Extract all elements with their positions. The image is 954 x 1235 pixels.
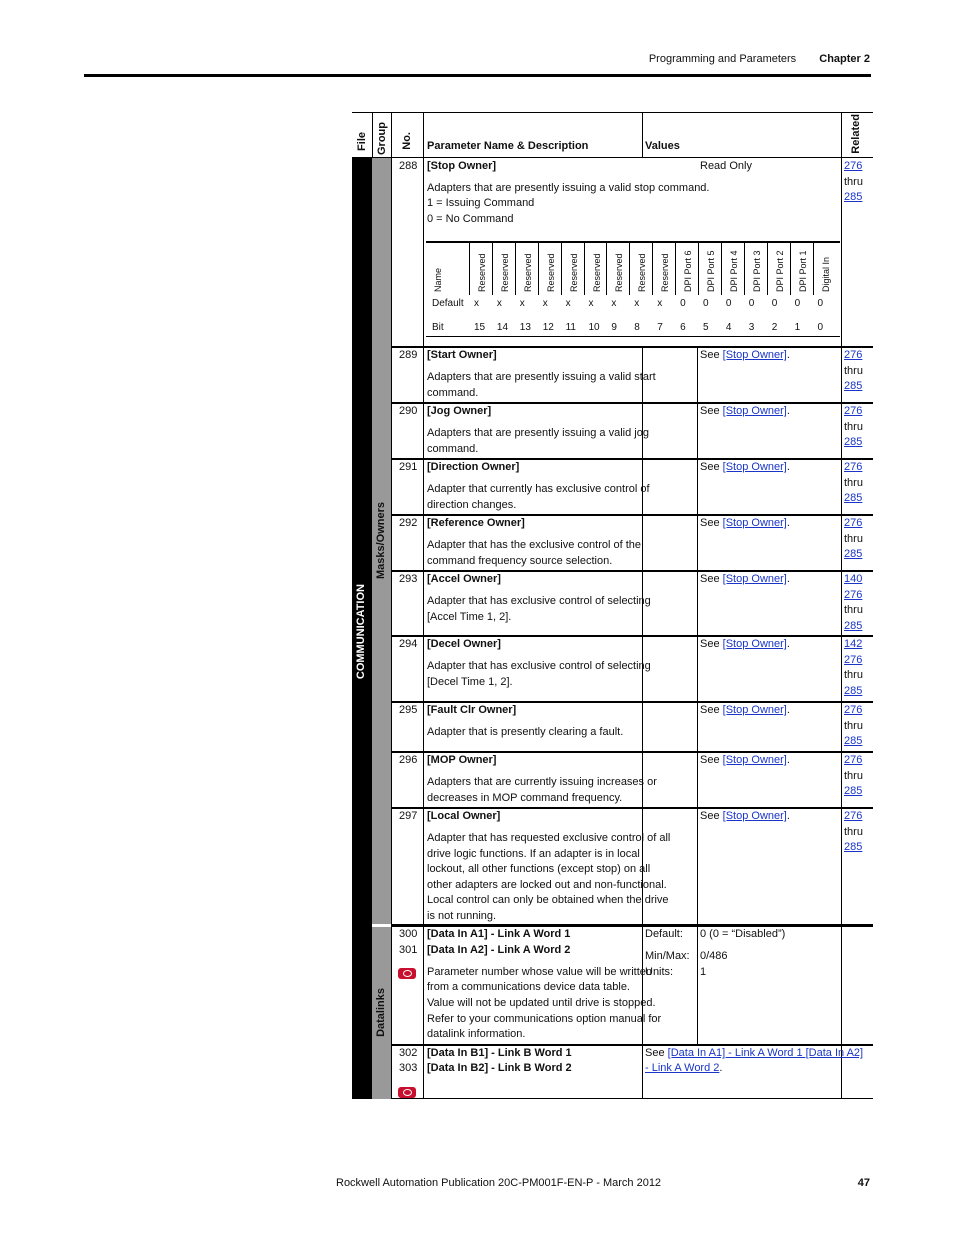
bit-name: Reserved — [614, 253, 625, 292]
param-desc-line: other adapters are locked out and non-functional. — [427, 878, 667, 891]
see-suffix: . — [786, 754, 790, 766]
group-masks-owners: Masks/Owners — [375, 502, 387, 580]
related-item: thru — [844, 364, 863, 377]
see-suffix: . — [786, 461, 790, 473]
related-item[interactable]: 285 — [844, 380, 863, 392]
related-item[interactable]: 285 — [844, 548, 863, 560]
related-links — [844, 809, 863, 856]
param-desc-line: Parameter number whose value will be written — [427, 966, 652, 978]
related-item[interactable]: 276 — [844, 588, 863, 601]
param-desc-line: [Accel Time 1, 2]. — [427, 610, 512, 623]
see-suffix: . — [786, 810, 790, 822]
param-desc-line: direction changes. — [427, 498, 517, 511]
param-name: [Reference Owner] — [427, 517, 525, 529]
bit-name: Reserved — [591, 253, 602, 292]
bit-name: DPI Port 2 — [774, 250, 785, 292]
related-item[interactable]: 140 — [844, 573, 863, 585]
header-bottom-rule — [352, 157, 873, 158]
bit-number: 13 — [519, 322, 531, 333]
related-item[interactable]: 285 — [844, 492, 863, 504]
see-reference — [700, 753, 790, 769]
param-desc-line: from a communications device data table. — [427, 981, 630, 993]
col-header-no: No. — [401, 132, 413, 150]
see-suffix: . — [786, 573, 790, 585]
table-bottom-rule — [352, 1098, 873, 1099]
bit-default: 0 — [771, 298, 778, 309]
bit-number: 7 — [657, 322, 663, 333]
param-name: [Data In B2] - Link B Word 2 — [427, 1062, 572, 1074]
see-link-stop-owner[interactable]: [Stop Owner] — [722, 704, 787, 716]
param-desc-line: Adapters that are presently issuing a valid stop command. — [427, 182, 710, 194]
see-link-stop-owner[interactable]: [Stop Owner] — [722, 405, 787, 417]
see-text: See — [700, 349, 723, 361]
param-number: 297 — [399, 810, 418, 822]
param-number: 303 — [399, 1062, 418, 1074]
value-default: 0 (0 = “Disabled”) — [700, 928, 786, 940]
file-label: COMMUNICATION — [355, 584, 367, 680]
related-item[interactable]: 276 — [844, 754, 863, 766]
see-reference — [700, 516, 790, 532]
related-link[interactable]: 276 — [844, 160, 863, 172]
see-reference — [645, 1046, 863, 1062]
col-header-name: Parameter Name & Description — [427, 140, 589, 152]
bit-default: 0 — [748, 298, 755, 309]
see-text: See — [645, 1047, 668, 1059]
related-item[interactable]: 285 — [844, 436, 863, 448]
related-links — [844, 637, 863, 699]
bit-name: DPI Port 3 — [751, 250, 762, 292]
bit-number: 8 — [634, 322, 640, 333]
see-text: See — [700, 638, 723, 650]
param-desc-line: 1 = Issuing Command — [427, 197, 535, 209]
see-suffix: . — [786, 704, 790, 716]
see-text: See — [700, 754, 723, 766]
see-link-stop-owner[interactable]: [Stop Owner] — [722, 461, 787, 473]
see-text: See — [700, 810, 723, 822]
stop-required-icon — [398, 968, 416, 979]
bit-default: x — [474, 298, 479, 309]
see-link-data-in-a1[interactable]: [Data In A1] - Link A Word 1 [Data In A2] — [667, 1047, 864, 1059]
param-name: [Direction Owner] — [427, 461, 520, 473]
bit-name: Reserved — [477, 253, 487, 292]
bit-number: 9 — [611, 322, 617, 333]
param-number: 296 — [399, 754, 418, 766]
bit-name: Reserved — [568, 253, 579, 292]
bit-default: x — [657, 298, 663, 309]
stop-required-icon — [398, 1087, 416, 1098]
see-suffix: . — [786, 349, 790, 361]
param-name: [Decel Owner] — [427, 638, 501, 650]
related-links — [844, 348, 863, 395]
param-number: 301 — [399, 944, 418, 956]
related-item[interactable]: 276 — [844, 405, 863, 417]
bit-name: Reserved — [522, 253, 533, 292]
footer-publication: Rockwell Automation Publication 20C-PM001F-EN-P - March 2012 — [336, 1177, 662, 1189]
param-name: [MOP Owner] — [427, 754, 497, 766]
see-text: See — [700, 573, 723, 585]
see-reference — [700, 404, 790, 420]
param-desc-line: Refer to your communications option manual for — [427, 1013, 662, 1025]
see-link-stop-owner[interactable]: [Stop Owner] — [722, 810, 787, 822]
param-desc-line: Adapters that are presently issuing a valid jog — [427, 427, 649, 439]
bit-table — [426, 240, 840, 338]
table-top-rule — [352, 112, 873, 113]
bit-name: DPI Port 4 — [728, 250, 739, 292]
related-item: thru — [844, 532, 863, 545]
param-value: Read Only — [700, 160, 752, 172]
header-chapter: Chapter 2 — [819, 53, 870, 65]
footer-page-number: 47 — [857, 1177, 870, 1189]
bit-default: x — [542, 298, 548, 309]
related-item[interactable]: 276 — [844, 810, 863, 822]
related-links — [844, 753, 863, 800]
bit-default: x — [496, 298, 502, 309]
value-units: 1 — [700, 966, 707, 978]
see-link-stop-owner[interactable]: [Stop Owner] — [722, 638, 787, 650]
bit-number: 6 — [680, 322, 686, 333]
param-desc-line: decreases in MOP command frequency. — [427, 791, 623, 804]
bit-default: 0 — [703, 298, 709, 309]
group-bar — [372, 158, 391, 1099]
bit-number-label: Bit — [432, 322, 444, 333]
bit-number: 15 — [474, 322, 486, 333]
bit-default: 0 — [725, 298, 732, 309]
see-link-stop-owner[interactable]: [Stop Owner] — [722, 573, 787, 585]
param-name: [Start Owner] — [427, 349, 497, 361]
bit-number: 3 — [748, 322, 755, 333]
bit-default: 0 — [817, 298, 824, 309]
bit-name-label: Name — [433, 267, 443, 292]
bit-name: Reserved — [545, 253, 556, 292]
param-desc-line: Adapter that has exclusive control of selecting — [427, 660, 651, 672]
bit-default-label: Default — [432, 298, 464, 309]
param-desc-line: Adapter that has the exclusive control of the — [427, 539, 642, 551]
related-item[interactable]: 285 — [844, 785, 863, 797]
header-section: Programming and Parameters — [648, 53, 797, 65]
related-links — [844, 516, 863, 563]
related-item: thru — [844, 719, 863, 732]
related-item: thru — [844, 420, 863, 433]
related-item: thru — [844, 769, 863, 782]
see-link-data-in-a2[interactable]: - Link A Word 2 — [645, 1062, 720, 1074]
bit-default: x — [588, 298, 594, 309]
bit-number: 0 — [817, 322, 824, 333]
related-item: thru — [844, 604, 863, 616]
value-minmax: 0/486 — [700, 950, 728, 962]
bit-default: 0 — [680, 298, 686, 309]
param-desc-line: Adapter that currently has exclusive control of — [427, 483, 650, 495]
related-links — [844, 572, 863, 634]
param-number: 290 — [399, 405, 418, 417]
param-name: [Data In A1] - Link A Word 1 — [427, 928, 571, 940]
related-links — [844, 404, 863, 451]
see-suffix: . — [786, 638, 790, 650]
related-links — [844, 703, 863, 750]
related-item[interactable]: 285 — [844, 684, 863, 697]
value-label-units: Units: — [645, 966, 674, 978]
bit-default: x — [565, 298, 571, 309]
bit-name: Reserved — [499, 253, 510, 292]
bit-default: x — [634, 298, 640, 309]
related-item[interactable]: 276 — [844, 653, 863, 666]
related-links — [844, 159, 863, 206]
related-item[interactable]: 276 — [844, 461, 863, 473]
see-link-stop-owner[interactable]: [Stop Owner] — [722, 349, 787, 361]
related-item[interactable]: 285 — [844, 619, 863, 632]
see-text: See — [700, 517, 723, 529]
page-header — [649, 53, 870, 65]
param-name: [Stop Owner] — [427, 160, 497, 172]
col-header-file: File — [356, 132, 368, 151]
col-header-related: Related — [850, 114, 862, 154]
bit-name: DPI Port 6 — [683, 250, 694, 292]
value-label-default: Default: — [645, 928, 683, 940]
see-suffix: . — [786, 517, 790, 529]
bit-number: 5 — [703, 322, 709, 333]
param-number: 295 — [399, 704, 418, 716]
bit-default: 0 — [794, 298, 801, 309]
param-desc-line: Adapters that are currently issuing increases or — [427, 776, 657, 788]
bit-number: 11 — [565, 322, 576, 333]
see-suffix: . — [719, 1062, 723, 1074]
group-datalinks: Datalinks — [375, 988, 387, 1037]
related-item[interactable]: 285 — [844, 841, 863, 853]
bit-number: 4 — [725, 322, 732, 333]
bit-number: 1 — [794, 322, 801, 333]
param-number: 293 — [399, 573, 418, 585]
bit-number: 14 — [496, 322, 509, 333]
param-number: 292 — [399, 517, 418, 529]
param-name: [Data In B1] - Link B Word 1 — [427, 1047, 572, 1059]
param-number: 300 — [399, 928, 418, 940]
param-desc-line: datalink information. — [427, 1028, 526, 1040]
see-reference — [700, 348, 790, 364]
see-reference — [700, 703, 790, 719]
param-desc-line: Adapter that has exclusive control of selecting — [427, 595, 651, 607]
related-link[interactable]: 285 — [844, 191, 863, 203]
param-name: [Data In A2] - Link A Word 2 — [427, 944, 571, 956]
related-item: thru — [844, 825, 863, 838]
value-label-minmax: Min/Max: — [645, 950, 690, 962]
bit-default: x — [519, 298, 525, 309]
param-desc-line: command frequency source selection. — [427, 554, 613, 567]
param-desc-line: drive logic functions. If an adapter is in local — [427, 847, 640, 860]
param-desc-line: command. — [427, 442, 479, 455]
related-links — [844, 460, 863, 507]
param-desc-line: Adapters that are presently issuing a valid start — [427, 371, 656, 383]
see-reference — [700, 637, 790, 653]
param-number: 302 — [399, 1047, 418, 1059]
param-desc-line: Adapter that is presently clearing a fault. — [427, 726, 624, 738]
see-text: See — [700, 405, 723, 417]
param-desc-line: Adapter that has requested exclusive control of all — [427, 832, 671, 844]
related-thru: thru — [844, 175, 863, 188]
see-text: See — [700, 704, 723, 716]
see-suffix: . — [786, 405, 790, 417]
header-rule — [84, 74, 871, 77]
bit-default: x — [611, 298, 617, 309]
see-text: See — [700, 461, 723, 473]
bit-number: 12 — [542, 322, 554, 333]
col-header-group: Group — [376, 122, 388, 155]
bit-number: 2 — [771, 322, 778, 333]
bit-name: Digital In — [820, 256, 831, 292]
see-link-stop-owner[interactable]: [Stop Owner] — [722, 517, 787, 529]
param-desc-line: Value will not be updated until drive is stopped. — [427, 997, 656, 1009]
related-item[interactable]: 276 — [844, 349, 863, 361]
parameter-table — [352, 112, 873, 1099]
bit-number: 10 — [588, 322, 600, 333]
related-item[interactable]: 276 — [844, 704, 863, 716]
param-number: 288 — [399, 160, 418, 172]
see-reference-cont — [645, 1061, 722, 1077]
bit-name: DPI Port 5 — [706, 250, 716, 292]
param-name: [Fault Clr Owner] — [427, 704, 517, 716]
param-name: [Accel Owner] — [427, 573, 501, 585]
related-item: thru — [844, 669, 863, 681]
see-reference — [700, 809, 790, 825]
bit-name: Reserved — [637, 253, 648, 292]
param-number: 289 — [399, 349, 418, 361]
param-number: 291 — [399, 461, 418, 473]
related-item: thru — [844, 476, 863, 489]
param-desc-line: command. — [427, 386, 479, 399]
param-number: 294 — [399, 638, 418, 650]
param-desc-line: Local control can only be obtained when the drive — [427, 894, 669, 907]
param-desc-line: 0 = No Command — [427, 213, 514, 225]
param-desc-line: is not running. — [427, 910, 497, 922]
see-reference — [700, 460, 790, 476]
bit-name: DPI Port 1 — [797, 250, 808, 292]
see-reference — [700, 572, 790, 588]
see-link-stop-owner[interactable]: [Stop Owner] — [722, 754, 787, 766]
related-item[interactable]: 285 — [844, 735, 863, 747]
param-name: [Local Owner] — [427, 810, 501, 822]
related-item[interactable]: 276 — [844, 517, 863, 529]
related-item[interactable]: 142 — [844, 638, 863, 650]
param-name: [Jog Owner] — [427, 405, 492, 417]
col-header-values: Values — [645, 140, 680, 152]
param-desc-line: lockout, all other functions (except stop) on all — [427, 863, 651, 876]
param-desc-line: [Decel Time 1, 2]. — [427, 675, 513, 688]
bit-name: Reserved — [660, 253, 671, 292]
